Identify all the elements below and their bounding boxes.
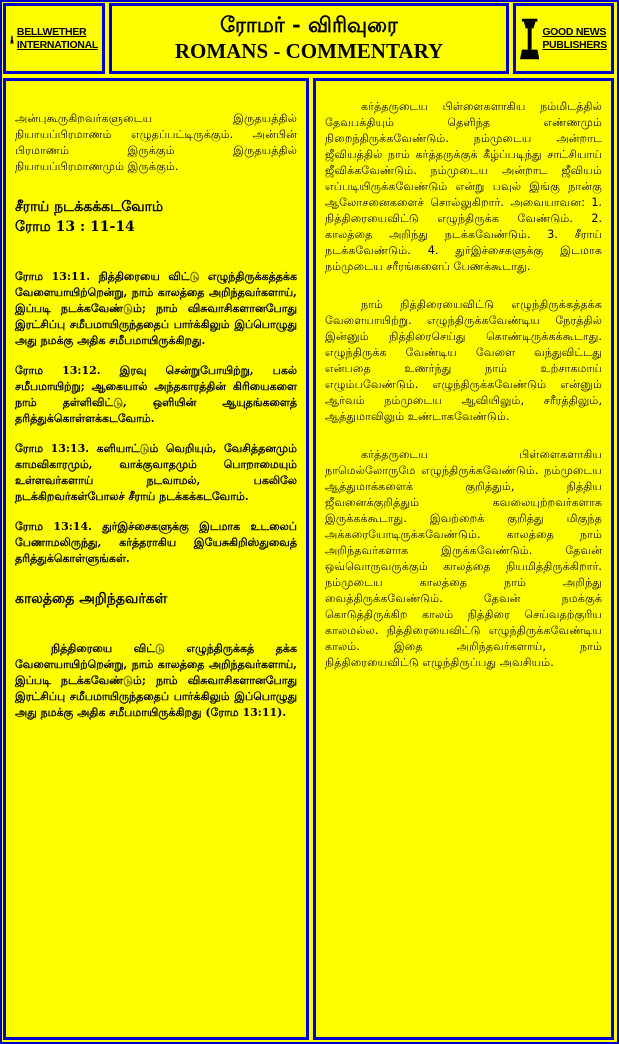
subheading: காலத்தை அறிந்தவர்கள்: [15, 591, 168, 607]
trumpet-icon: [520, 16, 539, 62]
commentary-paragraph-3: கர்த்தருடைய பிள்ளைகளாகிய நாமெல்லோருமே எழுந்திருக்கவேண்டும். நம்முடைய ஆத்துமாக்களைக் குறித்தும், நித்திய ஜீவனைக்குறித்தும் கவலையுற்றவர்களாக இருக்கக்கூடாது. இவற்றைக் குறித்து மிகுந்த அக்கரையோடிருக்கவேண்டும். காலத்தை நாம் அறிந்தவர்களாக இருக்கவேண்டும். தேவன் ஒவ்வொருவருக்கும் காலத்தை நியமித்திருக்கிறார். நம்முடைய காலத்தை நாம் அறிந்து வைத்திருக்கவேண்டும். தேவன் நமக்குக் கொடுத்திருக்கிற காலம் நித்திரை செய்வதற்குரிய காலமல்ல. நித்திரையைவிட்டு எழுந்திருக்கவேண்டிய காலம். இதை அறிந்தவர்களாய், நாம் நித்திரையைவிட்டு எழுந்திருப்பது அவசியம்.: [325, 448, 602, 669]
intro-paragraph: அன்புகூருகிறவர்களுடைய இருதயத்தில் நியாயப்பிரமாணம் எழுதப்பட்டிருக்கும். அன்பின் பிரமாணம் இருக்கும் இருதயத்தில் நியாயப்பிரமாணமும் இருக்கும்.: [15, 112, 297, 173]
right-logo-line1: GOOD NEWS: [542, 25, 607, 38]
bellwether-logo: [3, 3, 105, 74]
left-column: [3, 78, 309, 1040]
right-logo-line2: PUBLISHERS: [542, 38, 607, 51]
verse-13-14: ரோம 13:14. துர்இச்சைகளுக்கு இடமாக உடலைப் பேணாமலிருந்து, கர்த்தராகிய இயேசுகிறிஸ்துவைத் தரித்துக்கொள்ளுங்கள்.: [15, 520, 297, 565]
section-title: சீராய் நடக்கக்கடவோம்: [15, 199, 164, 215]
right-column: [313, 78, 614, 1040]
tower-icon: [10, 14, 14, 64]
verse-13-11: ரோம 13:11. நித்திரையை விட்டு எழுந்திருக்கத்தக்க வேளையாயிற்றென்று, நாம் காலத்தை அறிந்தவர்களாய், இப்படி நடக்கவேண்டும்; நாம் விசுவாசிகளானபோது இரட்சிப்பு சமீபமாயிருந்ததைப் பார்க்கிலும் இப்பொழுது அது நமக்கு அதிக சமீபமாயிருக்கிறது.: [15, 270, 297, 347]
good-news-logo: [513, 3, 614, 74]
left-logo-line1: BELLWETHER: [16, 25, 87, 38]
commentary-paragraph-2: நாம் நித்திரையைவிட்டு எழுந்திருக்கத்தக்க வேளையாயிற்று. எழுந்திருக்கவேண்டிய நேரத்தில் இன்னும் நித்திரைசெய்து கொண்டிருக்கக்கூடாது. எழுந்திருக்க வேண்டிய வேளை வந்துவிட்டது என்பதை உணர்ந்து நாம் உற்சாகமாய் எழும்பவேண்டும். எழுந்திருக்கவேண்டும் என்னும் ஆர்வம் நம்முடைய ஆவியிலும், சரீரத்திலும், ஆத்துமாவிலும் உண்டாகவேண்டும்.: [325, 298, 602, 423]
title-tamil: ரோமர் - விரிவுரை: [220, 12, 398, 37]
page-title: [109, 3, 509, 74]
verse-13-13: ரோம 13:13. களியாட்டும் வெறியும், வேசித்தனமும் காமவிகாரமும், வாக்குவாதமும் பொறாமையும் உள்ளவர்களாய் நடவாமல், பகலிலே நடக்கிறவர்கள்போலச் சீராய் நடக்கக்கடவோம்.: [15, 442, 297, 503]
title-english: ROMANS - COMMENTARY: [174, 39, 444, 63]
left-logo-line2: INTERNATIONAL: [16, 38, 98, 51]
commentary-paragraph-1: கர்த்தருடைய பிள்ளைகளாகிய நம்மிடத்தில் தேவபக்தியும் தெளிந்த எண்ணமும் நிறைந்திருக்கவேண்டும். நம்முடைய அன்றாட ஜீவியத்தில் நாம் கர்த்தருக்குக் கீழ்ப்படிந்து சாட்சியாய் ஜீவிக்கவேண்டும். நம்முடைய அன்றாட ஜீவியம் எப்படியிருக்கவேண்டும் என்று பவுல் இங்கு நான்கு ஆலோசனைகளைச் சொல்லுகிறார். அவையாவன: 1. நித்திரையைவிட்டு எழுந்திருக்க வேண்டும். 2. காலத்தை அறிந்து நடக்கவேண்டும். 3. சீராய் நடக்கவேண்டும். 4. துர்இச்சைகளுக்கு இடமாக நம்முடைய சரீரங்களைப் பேணக்கூடாது.: [325, 100, 602, 273]
verse-13-12: ரோம 13:12. இரவு சென்றுபோயிற்று, பகல் சமீபமாயிற்று; ஆகையால் அந்தகாரத்தின் கிரியைகளை நாம் தள்ளிவிட்டு, ஒளியின் ஆயுதங்களைத் தரித்துக்கொள்ளக்கடவோம்.: [15, 364, 297, 425]
closing-paragraph: நித்திரையை விட்டு எழுந்திருக்கத் தக்க வேளையாயிற்றென்று, நாம் காலத்தை அறிந்தவர்களாய், இப்படி நடக்கவேண்டும்; நாம் விசுவாசிகளானபோது இரட்சிப்பு சமீபமாயிருந்ததைப் பார்க்கிலும் இப்பொழுது அது நமக்கு அதிக சமீபமாயிருக்கிறது (ரோம 13:11).: [15, 642, 297, 719]
section-reference: ரோம 13 : 11-14: [15, 219, 135, 235]
